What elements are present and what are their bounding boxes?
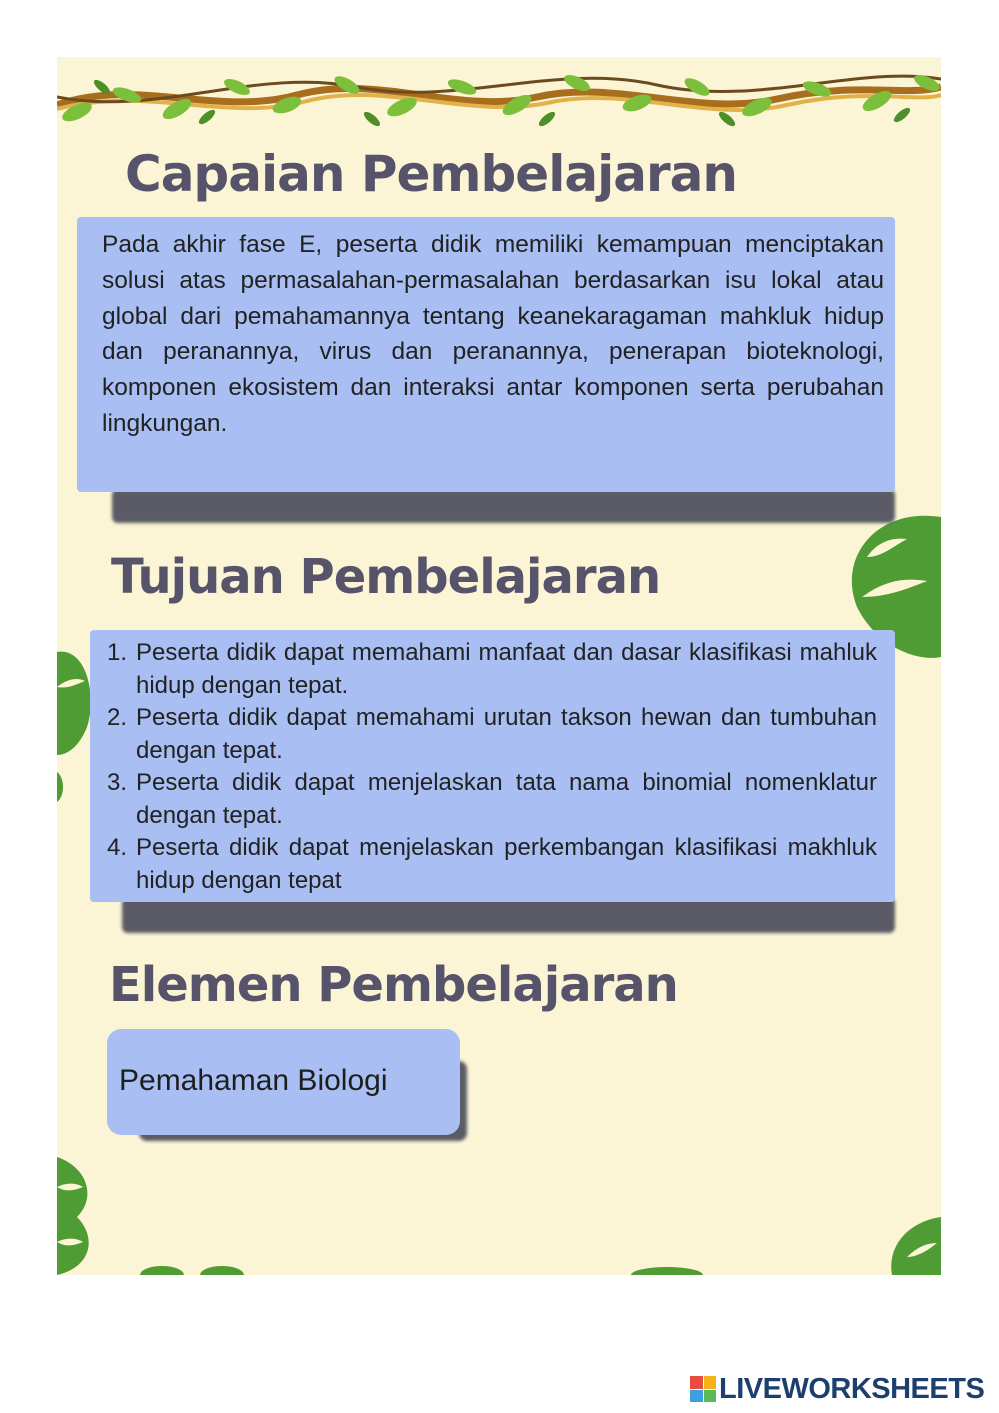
list-number: 3.: [107, 769, 128, 796]
leaf-icon: [57, 772, 67, 802]
leaf-icon: [627, 1265, 707, 1275]
tujuan-list: [107, 637, 877, 897]
list-item-text: Peserta didik dapat memahami manfaat dan dasar klasifikasi mahluk hidup dengan tepat.: [136, 639, 877, 699]
tujuan-heading: Tujuan Pembelajaran: [111, 549, 661, 605]
elemen-heading: Elemen Pembelajaran: [109, 957, 678, 1013]
leaf-icon: [57, 1157, 97, 1275]
capaian-text: Pada akhir fase E, peserta didik memiliki kemampuan menciptakan solusi atas permasalahan-permasalahan berdasarkan isu lokal atau global dari pemahamannya tentang keanekaragaman mahkluk hidup dan peranannya, virus dan peranannya, penerapan bioteknologi, komponen ekosistem dan interaksi antar komponen serta perubahan lingkungan.: [102, 231, 884, 437]
logo-text: LIVEWORKSHEETS: [719, 1372, 985, 1405]
worksheet-page: [57, 57, 941, 1275]
vine-decoration: [57, 57, 941, 147]
list-item-text: Peserta didik dapat menjelaskan perkembangan klasifikasi makhluk hidup dengan tepat: [136, 834, 877, 894]
list-item: [107, 767, 877, 832]
liveworksheets-logo[interactable]: [690, 1372, 984, 1406]
list-number: 2.: [107, 704, 128, 731]
leaf-icon: [137, 1263, 247, 1275]
box-shadow: [112, 489, 895, 523]
box-shadow: [122, 897, 895, 933]
list-item: [107, 832, 877, 897]
capaian-heading: Capaian Pembelajaran: [125, 145, 737, 203]
elemen-text: Pemahaman Biologi: [119, 1064, 388, 1097]
liveworksheets-logo-icon: [690, 1376, 716, 1402]
list-number: 1.: [107, 639, 128, 666]
list-item: [107, 702, 877, 767]
list-number: 4.: [107, 834, 128, 861]
leaf-icon: [57, 647, 93, 757]
leaf-icon: [887, 1217, 941, 1275]
list-item-text: Peserta didik dapat menjelaskan tata nama binomial nomenklatur dengan tepat.: [136, 769, 877, 829]
list-item-text: Peserta didik dapat memahami urutan takson hewan dan tumbuhan dengan tepat.: [136, 704, 877, 764]
list-item: [107, 637, 877, 702]
